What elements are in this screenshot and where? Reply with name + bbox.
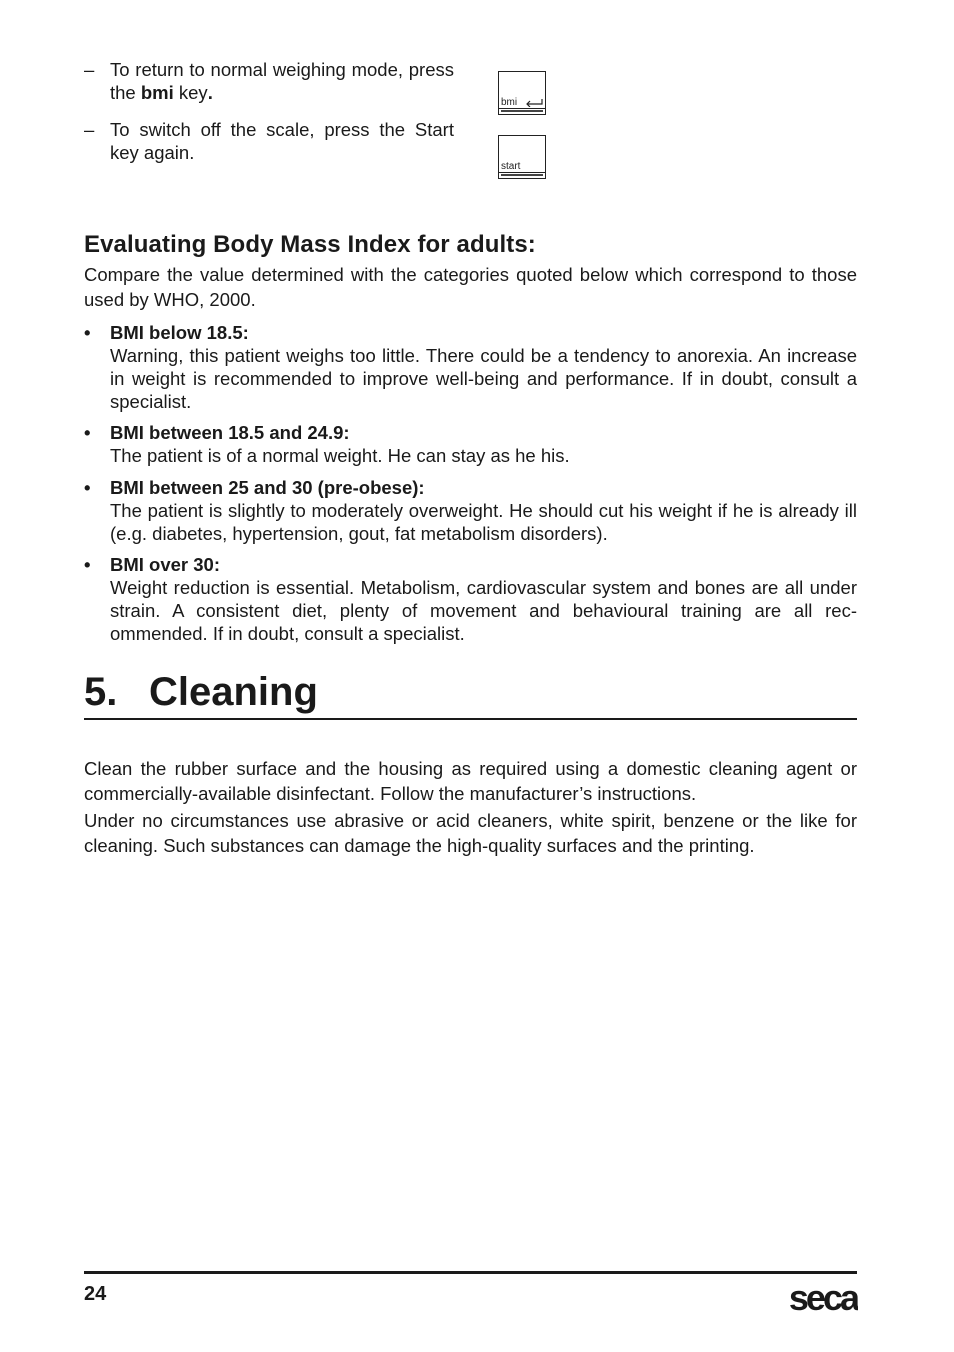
bullet-marker: • [84, 477, 91, 498]
instruction-text: To switch off the scale, press the Start key again. [110, 119, 454, 163]
category-title: BMI between 18.5 and 24.9: [110, 422, 350, 443]
cleaning-paragraph-1: Clean the rubber surface and the housing as required using a domestic cleaning agent or commercially-available disinfectant. Follow the manufacturer’s instructions. [84, 758, 857, 804]
bullet-marker: • [84, 422, 91, 443]
category-text: Warning, this patient weighs too little. There could be a tendency to anorexia. An increase in weight is recommended to improve well-being and performance. If in doubt, consult a specialist. [110, 345, 857, 412]
footer-divider [84, 1271, 857, 1274]
cleaning-paragraph-2: Under no circumstances use abrasive or acid cleaners, white spirit, benzene or the like for cleaning. Such substances can damage the high-quality surfaces and the printing. [84, 810, 857, 856]
logo-wordmark: seca [788, 1277, 857, 1316]
bmi-section-heading: Evaluating Body Mass Index for adults: [84, 231, 536, 258]
bmi-section-intro: Compare the value determined with the categories quoted below which correspond to those used by WHO, 2000. [84, 264, 857, 310]
start-key-label: start [501, 161, 521, 172]
bmi-category-pre-obese [84, 476, 857, 545]
chapter-heading [84, 670, 857, 718]
bullet-marker: • [84, 554, 91, 575]
bmi-key-label: bmi [501, 97, 518, 108]
bmi-category-obese [84, 553, 857, 645]
category-text: The patient is slightly to moderately overweight. He should cut his weight if he is already ill (e.g. diabetes, hypertension, gout, fat metabolism disorders). [110, 500, 857, 544]
bullet-marker: • [84, 322, 91, 343]
chapter-title: Cleaning [149, 670, 318, 714]
seca-logo [774, 1276, 858, 1316]
chapter-divider [84, 718, 857, 720]
bmi-category-underweight [84, 321, 857, 413]
page-number: 24 [84, 1283, 107, 1305]
instruction-bmi-return [84, 58, 454, 104]
category-text: The patient is of a normal weight. He can stay as he his. [110, 445, 570, 466]
category-title: BMI between 25 and 30 (pre-obese): [110, 477, 425, 498]
category-text: Weight reduction is essential. Metabolism, cardiovascular system and bones are all under strain. A consistent diet, plenty of movement and behavioural training are all recommended. If in doubt, consult a specialist. [110, 577, 857, 644]
bmi-key-illustration [498, 71, 546, 115]
dash-marker: – [84, 119, 95, 140]
chapter-number: 5. [84, 670, 118, 714]
start-key-illustration [498, 135, 546, 179]
instruction-switch-off [84, 118, 454, 164]
enter-arrow-icon [525, 98, 543, 107]
instruction-text: To return to normal weighing mode, press the bmi key. [110, 59, 454, 103]
bmi-category-normal [84, 421, 857, 467]
category-title: BMI below 18.5: [110, 322, 249, 343]
dash-marker: – [84, 59, 95, 80]
category-title: BMI over 30: [110, 554, 221, 575]
